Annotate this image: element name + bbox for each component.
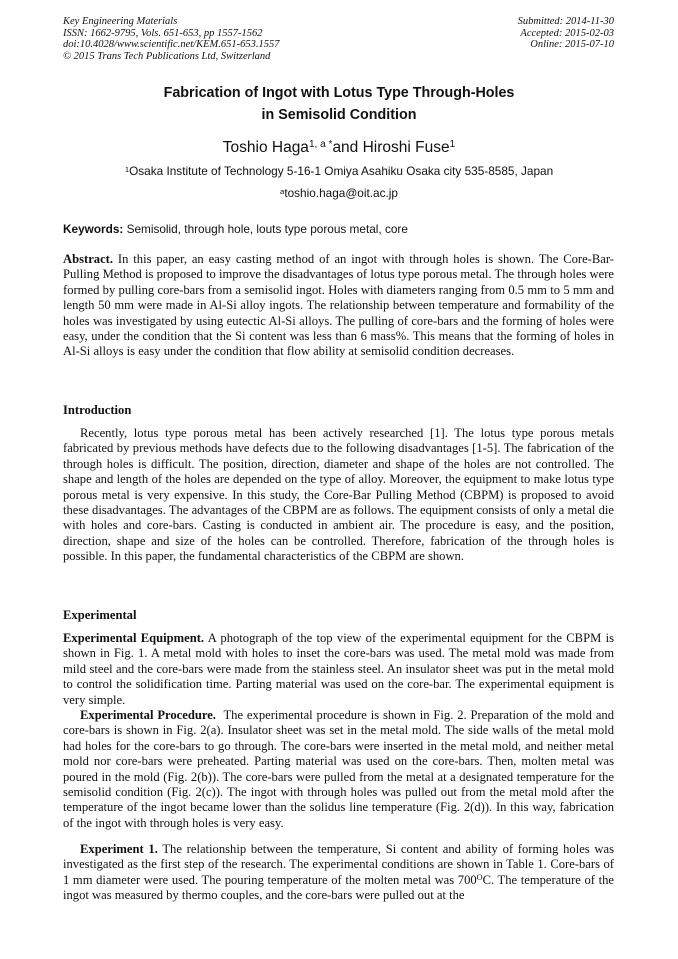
title-line-2: in Semisolid Condition	[261, 107, 417, 123]
affiliation-text: Osaka Institute of Technology 5-16-1 Omiya Asahiku Osaka city 535-8585, Japan	[129, 164, 554, 178]
doi-line[interactable]: doi:10.4028/www.scientific.net/KEM.651-653.1557	[63, 39, 280, 50]
equipment-text: A photograph of the top view of the experimental equipment for the CBPM is shown in Fig. 1. A metal mold with holes to inset the core-bars was used. The metal mold was made from mild steel and the core-bars were made from the stainless steel. An insulator sheet was put in the metal mold to control the solidification time. Parting material was used on the core-bar. The experimental equipment is very simple.	[63, 631, 614, 707]
keywords	[63, 222, 614, 236]
dates-header	[518, 16, 614, 51]
online-date: Online: 2015-07-10	[530, 39, 614, 50]
introduction-paragraph: Recently, lotus type porous metal has been actively researched [1]. The lotus type porous metals fabricated by previous methods have defects due to the following disadvantages [1-5]. The fabrication of the through holes is difficult. The position, direction, diameter and shape of the holes are not controlled. The shape and length of the holes are depended on the type of alloy. Moreover, the equipment to make lotus type porous metal is very expensive. In this study, the Core-Bar Pulling Method (CBPM) is proposed to avoid these disadvantages. The advantages of the CBPM are as follows. The equipment consists of only a metal die with holes and core-bars. Casting is conducted in ambient air. The procedure is easy, and the position, direction, shape and size of the holes can be controlled. Therefore, fabrication of the through holes is possible. In this paper, the fundamental characteristics of the CBPM are shown.	[63, 426, 614, 564]
degree-mark: O	[476, 873, 483, 883]
affiliation	[0, 164, 678, 178]
author-list	[0, 138, 678, 158]
experiment-1-label: Experiment 1.	[80, 842, 158, 856]
affiliation-mark: 1	[124, 164, 130, 174]
experiment-1-paragraph	[63, 842, 614, 904]
corresponding-email	[0, 186, 678, 200]
keywords-text: Semisolid, through hole, louts type porous metal, core	[126, 222, 408, 236]
copyright-line: © 2015 Trans Tech Publications Ltd, Switzerland	[63, 50, 271, 62]
procedure-label: Experimental Procedure.	[80, 708, 216, 722]
abstract-text: In this paper, an easy casting method of an ingot with through holes is shown. The Core-Bar-Pulling Method is proposed to improve the disadvantages of lotus type porous metal. The through holes were formed by pulling core-bars from a semisolid ingot. Holes with diameters ranging from 0.5 mm to 5 mm and length 50 mm were made in Al-Si alloy ingots. The relationship between temperature and formability of the holes was investigated by using eutectic Al-Si alloys. The pulling of core-bars and the forming of holes were easy, under the condition that the Si content was less than 6 mass%. This means that the forming of holes in Al-Si alloys is easy under the condition that flow ability at semisolid condition decreases.	[63, 252, 614, 359]
issn-line: ISSN: 1662-9795, Vols. 651-653, pp 1557-1562	[63, 27, 263, 39]
journal-name: Key Engineering Materials	[63, 16, 178, 27]
procedure-text: The experimental procedure is shown in Fig. 2. Preparation of the mold and core-bars is shown in Fig. 2(a). Insulator sheet was set in the metal mold. The side walls of the metal mold had holes for the core-bars to go through. The core-bars were inserted in the metal mold, and neither metal mold nor core-bars were preheated. Parting material was used on the core-bars. Then, molten metal was poured in the mold (Fig. 2(b)). The core-bars were pulled from the metal at a designated temperature for the semisolid condition (Fig. 2(c)). The ingot with through holes was pulled out from the metal mold after the temperature of the ingot became lower than the solidus line temperature (Fig. 2(d)). In this way, fabrication of the ingot with through holes is very easy.	[63, 708, 614, 830]
equipment-paragraph	[63, 631, 614, 708]
accepted-date: Accepted: 2015-02-03	[520, 27, 614, 39]
experiment-1-text-b: C. The temperature of the ingot was measured by thermo couples, and the core-bars were pulled out at the	[63, 872, 614, 903]
equipment-label: Experimental Equipment.	[63, 631, 205, 645]
journal-header	[63, 16, 280, 62]
title-line-1: Fabrication of Ingot with Lotus Type Through-Holes	[163, 85, 515, 101]
submitted-date: Submitted: 2014-11-30	[517, 16, 614, 27]
author-2: and Hiroshi Fuse	[332, 139, 450, 156]
email-mark: a	[280, 186, 285, 196]
experiment-1-text-a: The relationship between the temperature, Si content and ability of forming holes was investigated as the first step of the research. The experimental conditions are shown in Table 1. Core-bars of 1 mm diameter were used. The pouring temperature of the molten metal was 700	[63, 842, 614, 887]
author-1-affiliation-mark: 1, a *	[308, 139, 333, 151]
experimental-heading: Experimental	[63, 608, 137, 622]
abstract-label: Abstract.	[63, 252, 114, 266]
abstract	[63, 252, 614, 360]
author-2-affiliation-mark: 1	[449, 139, 456, 151]
introduction-heading: Introduction	[63, 403, 132, 417]
procedure-paragraph	[63, 708, 614, 831]
author-1: Toshio Haga	[222, 139, 309, 156]
paper-title	[0, 82, 678, 126]
keywords-label: Keywords:	[63, 222, 124, 236]
email-address[interactable]: toshio.haga@oit.ac.jp	[284, 186, 398, 200]
